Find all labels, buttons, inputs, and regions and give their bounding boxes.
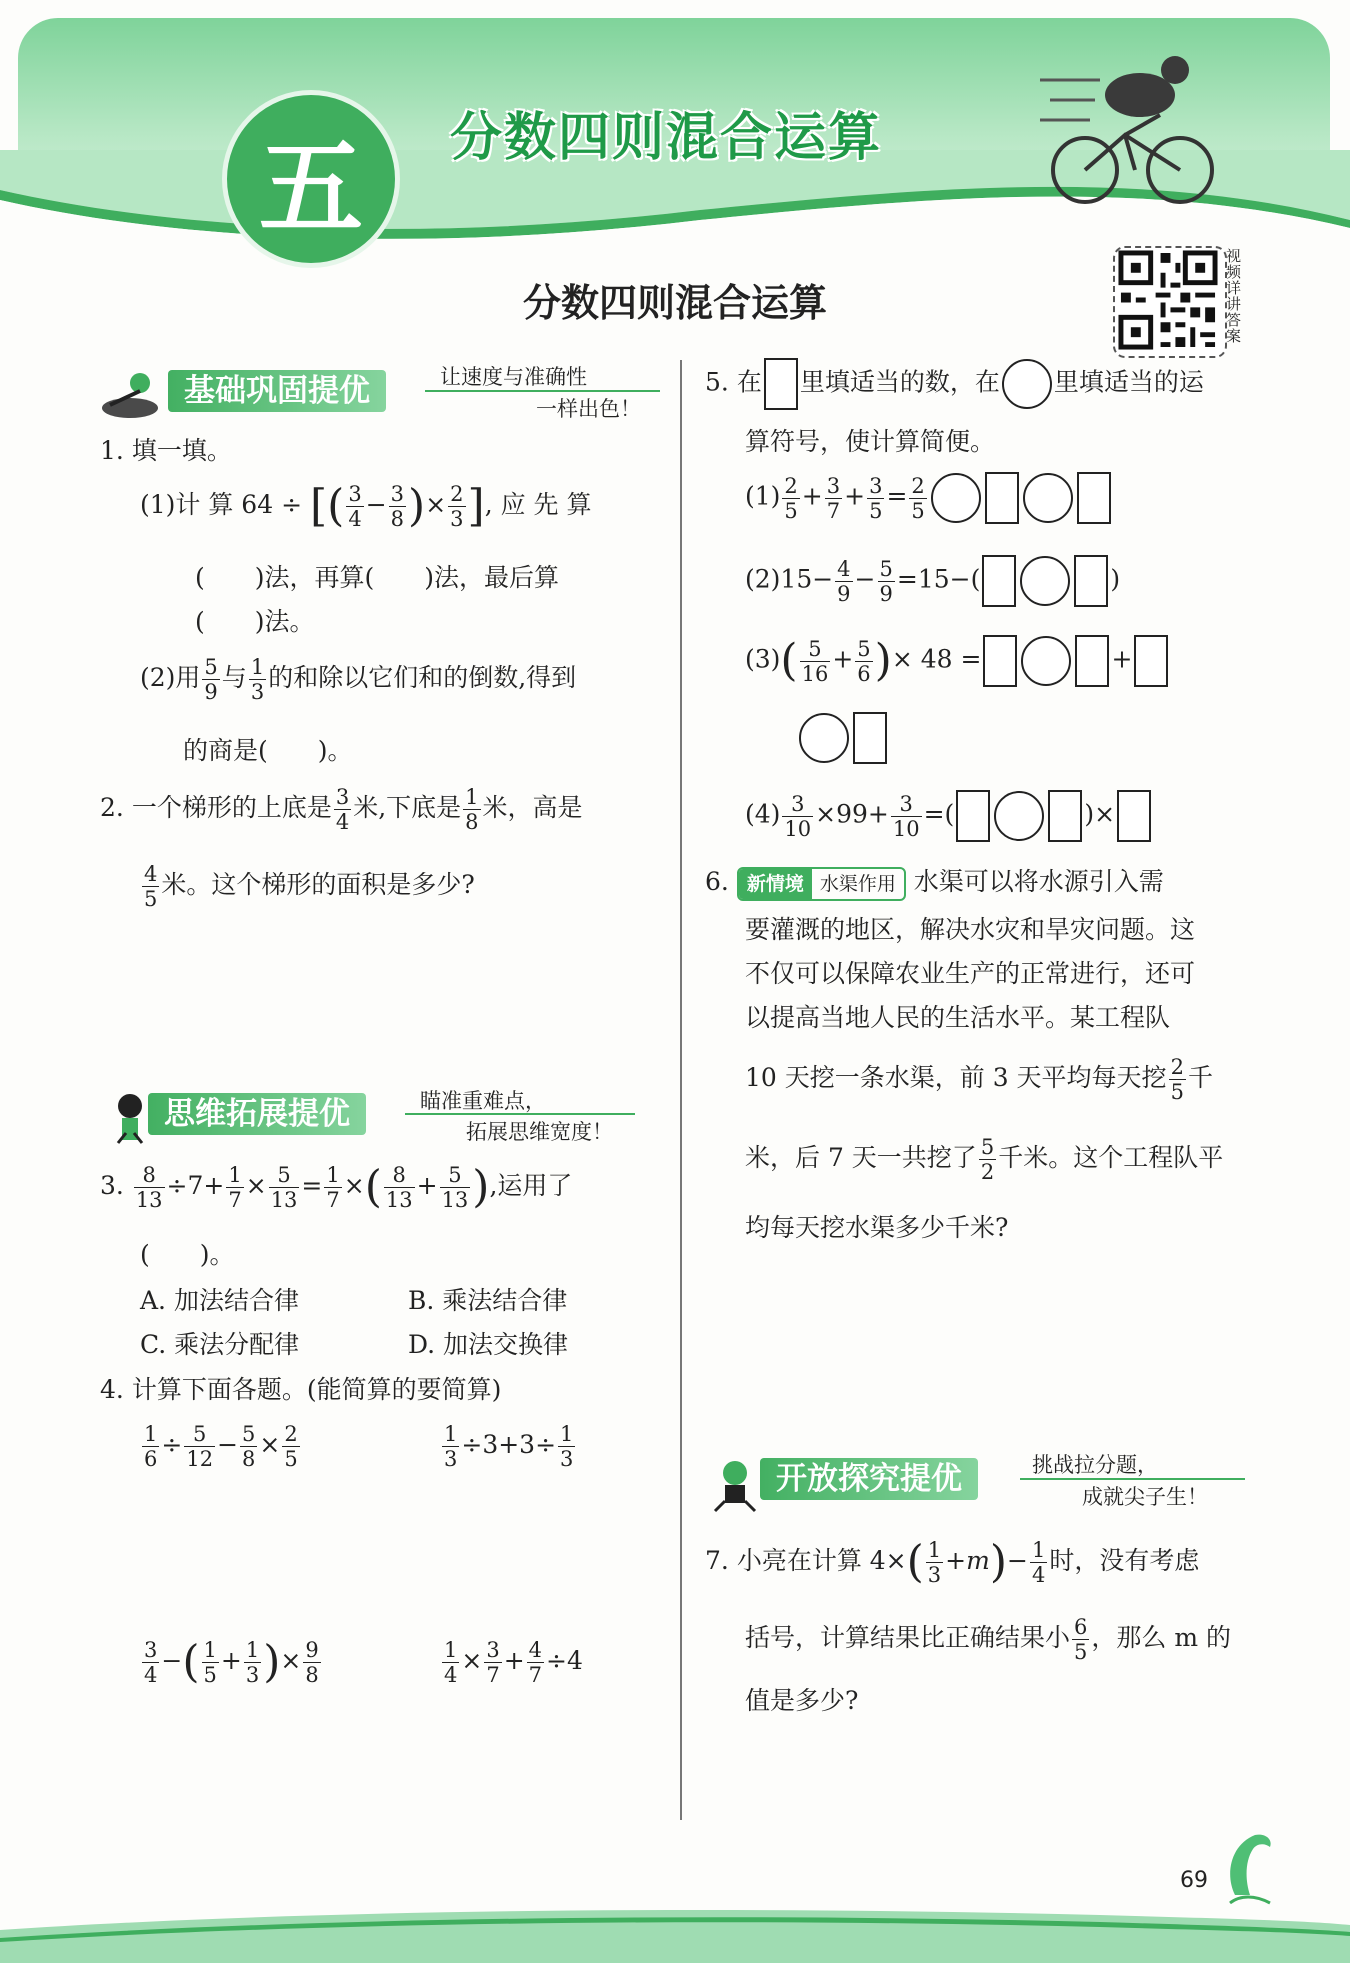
section-motto: 挑战拉分题， (1032, 1453, 1158, 1477)
question-5-part-2: (2)15− $\frac{4}{9}$ − $\frac{5}{9}$ =15−( ) (745, 556, 1121, 606)
question-4: 4. 计算下面各题。(能简算的要简算) (100, 1375, 502, 1404)
question-6-line: 不仅可以保障农业生产的正常进行，还可 (745, 959, 1196, 988)
mascot-icon (705, 1453, 765, 1513)
option-c: C. 乘法分配律 (140, 1330, 300, 1359)
section-motto: 瞄准重难点， (420, 1089, 546, 1113)
question-5-part-1: (1) $\frac{2}{5}$ + $\frac{3}{7}$ + $\frac{3}{5}$ = $\frac{2}{5}$ (745, 472, 1113, 524)
answer-box[interactable] (985, 472, 1019, 524)
question-3-blank: ( )。 (140, 1240, 235, 1269)
answer-box[interactable] (1075, 635, 1109, 687)
new-context-tag: 新情境 水渠作用 (737, 867, 906, 901)
question-1-line: ( )法。 (195, 607, 315, 636)
box-symbol (764, 358, 798, 410)
answer-box[interactable] (1077, 472, 1111, 524)
question-5-part-3: (3)( $\frac{5}{16}$ + $\frac{5}{6}$ )× 48 = + (745, 635, 1170, 687)
circle-symbol (1002, 359, 1052, 409)
expression-4-3: $\frac{3}{4}$ −( $\frac{1}{5}$ + $\frac{1}{3}$ )× $\frac{9}{8}$ (144, 1636, 319, 1688)
answer-circle[interactable] (994, 791, 1044, 841)
answer-circle[interactable] (1021, 636, 1071, 686)
option-d: D. 加法交换律 (408, 1330, 569, 1359)
question-2: 2. 一个梯形的上底是 $\frac{3}{4}$ 米,下底是 $\frac{1}{8}$ 米，高是 (100, 785, 583, 834)
question-6: 6. 新情境 水渠作用 水渠可以将水源引入需 (705, 864, 1164, 901)
answer-circle[interactable] (931, 473, 981, 523)
dolphin-icon (1215, 1825, 1285, 1905)
option-a: A. 加法结合律 (140, 1286, 299, 1315)
section-motto: 一样出色！ (536, 397, 641, 421)
section-motto: 让速度与准确性 (440, 365, 587, 389)
question-7-line: 括号，计算结果比正确结果小 $\frac{6}{5}$ ，那么 m 的 (745, 1615, 1231, 1664)
question-1-part-2: (2)用 $\frac{5}{9}$ 与 $\frac{1}{3}$ 的和除以它们和的倒数,得到 (140, 655, 577, 704)
section-motto: 成就尖子生！ (1082, 1485, 1208, 1509)
option-b: B. 乘法结合律 (408, 1286, 568, 1315)
expression-4-2: $\frac{1}{3}$ ÷3+3÷ $\frac{1}{3}$ (444, 1422, 574, 1471)
question-5-part-3-cont (797, 712, 889, 764)
question-3: 3. $\frac{8}{13}$ ÷7+ $\frac{1}{7}$ × $\frac{5}{13}$ = $\frac{1}{7}$ ×( $\frac{8}{13}$ + $\frac{5}{13}$ ),运用了 (100, 1161, 573, 1213)
question-5: 5. 在 里填适当的数，在 里填适当的运 (705, 358, 1204, 410)
chapter-title: 分数四则混合运算 (450, 108, 883, 168)
question-6-line: 均每天挖水渠多少千米? (745, 1213, 1009, 1242)
question-1-line: 的商是( )。 (183, 736, 353, 765)
answer-circle[interactable] (1020, 556, 1070, 606)
expression-4-1: $\frac{1}{6}$ ÷ $\frac{5}{12}$ − $\frac{5}{8}$ × $\frac{2}{5}$ (144, 1422, 298, 1471)
section-title-basic: 基础巩固提优 (168, 370, 386, 412)
cyclist-illustration (1040, 40, 1240, 220)
question-1: 1. 填一填。 (100, 436, 232, 465)
page-number: 69 (1180, 1868, 1208, 1893)
column-divider (680, 360, 682, 1820)
lesson-title: 分数四则混合运算 (522, 281, 827, 325)
answer-circle[interactable] (799, 713, 849, 763)
expression-4-4: $\frac{1}{4}$ × $\frac{3}{7}$ + $\frac{4}{7}$ ÷4 (444, 1638, 583, 1687)
question-6-line: 米，后 7 天一共挖了 $\frac{5}{2}$ 千米。这个工程队平 (745, 1135, 1224, 1184)
question-7-line: 值是多少? (745, 1686, 859, 1715)
answer-box[interactable] (1117, 790, 1151, 842)
question-5-part-4: (4) $\frac{3}{10}$ ×99+ $\frac{3}{10}$ =( )× (745, 790, 1153, 842)
answer-box[interactable] (1074, 555, 1108, 607)
unit-number-badge: 五 (222, 90, 400, 268)
answer-circle[interactable] (1023, 473, 1073, 523)
answer-box[interactable] (982, 555, 1016, 607)
section-title-thinking: 思维拓展提优 (148, 1093, 366, 1135)
question-1-part-1: (1)计 算 64 ÷ [( $\frac{3}{4}$ − $\frac{3}{8}$ )× $\frac{2}{3}$ ], 应 先 算 (140, 480, 592, 532)
question-6-line: 以提高当地人民的生活水平。某工程队 (745, 1003, 1171, 1032)
answer-box[interactable] (983, 635, 1017, 687)
question-5-line: 算符号，使计算简便。 (745, 427, 996, 456)
answer-box[interactable] (1048, 790, 1082, 842)
qr-label: 视频详讲答案 (1226, 247, 1242, 345)
footer-wave (0, 1890, 1350, 1963)
question-6-line: 要灌溉的地区，解决水灾和旱灾问题。这 (745, 915, 1196, 944)
section-title-open: 开放探究提优 (760, 1458, 978, 1500)
mascot-icon (100, 363, 160, 423)
answer-box[interactable] (1134, 635, 1168, 687)
question-2-line: $\frac{4}{5}$ 米。这个梯形的面积是多少? (144, 862, 475, 911)
question-7: 7. 小亮在计算 4×( $\frac{1}{3}$ +m)− $\frac{1}{4}$ 时，没有考虑 (705, 1536, 1200, 1588)
answer-box[interactable] (853, 712, 887, 764)
answer-box[interactable] (956, 790, 990, 842)
question-6-line: 10 天挖一条水渠，前 3 天平均每天挖 $\frac{2}{5}$ 千 (745, 1055, 1213, 1104)
question-1-line: ( )法，再算( )法，最后算 (195, 563, 560, 592)
section-motto: 拓展思维宽度！ (466, 1120, 613, 1144)
